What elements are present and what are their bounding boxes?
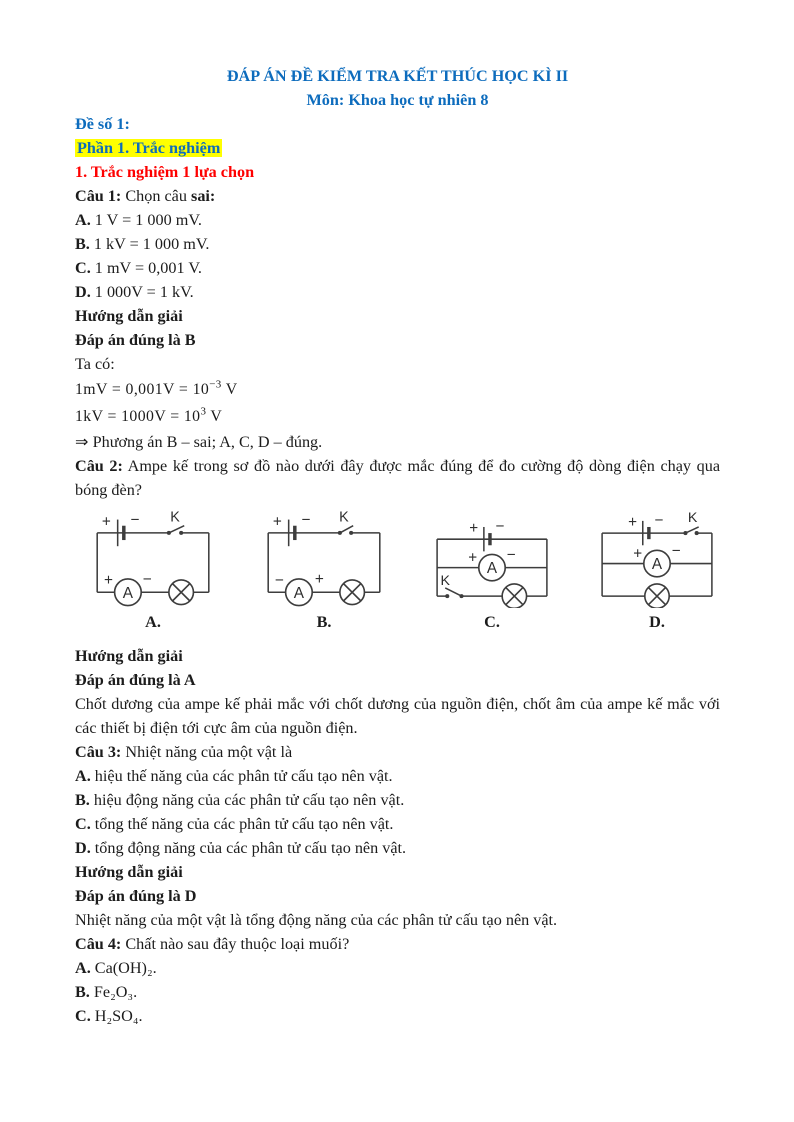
ammeter-icon	[644, 550, 670, 576]
option-text: Fe₂O₃.	[93, 983, 138, 1001]
ammeter-label: A	[122, 584, 134, 602]
option-text: Ca(OH)₂.	[94, 959, 157, 977]
q1-formula-1	[75, 376, 720, 403]
circuit-label-a: A.	[145, 613, 161, 631]
switch-label: K	[440, 572, 450, 589]
option-label: B.	[75, 983, 90, 1001]
option-label: D.	[75, 839, 91, 857]
option-text: 1 000V = 1 kV.	[94, 283, 194, 301]
ammeter-plus-sign: +	[314, 571, 324, 589]
q1-option-b	[75, 232, 720, 256]
lamp-icon	[645, 584, 669, 608]
ammeter-icon	[115, 579, 142, 606]
option-label: C.	[75, 1007, 91, 1025]
option-text: hiệu động năng của các phân tử cấu tạo nên vật.	[93, 791, 405, 809]
option-label: B.	[75, 235, 90, 253]
q1-prompt-bold: sai:	[191, 187, 216, 205]
battery-plus-sign: +	[628, 513, 638, 531]
battery-minus-sign: −	[130, 511, 140, 529]
option-label: C.	[75, 815, 91, 833]
battery-plus-sign: +	[101, 513, 111, 531]
q4-option-a	[75, 956, 720, 980]
ammeter-label: A	[486, 560, 498, 578]
q2-prompt	[75, 454, 720, 502]
formula-base: 1mV = 0,001V = 10	[75, 381, 210, 398]
battery-minus-sign: −	[301, 511, 311, 529]
battery-minus-sign: −	[654, 511, 664, 529]
q2-answer: Đáp án đúng là A	[75, 671, 196, 689]
q4-prompt-text: Chất nào sau đây thuộc loại muối?	[121, 935, 350, 953]
q1-solution-intro: Ta có:	[75, 355, 115, 373]
q4-option-c	[75, 1004, 720, 1028]
q3-option-a	[75, 764, 720, 788]
switch-icon	[338, 526, 353, 535]
q1-formula-2	[75, 403, 720, 430]
circuit-diagram-b	[260, 510, 388, 608]
switch-icon	[445, 588, 463, 598]
switch-label: K	[170, 510, 180, 526]
q1-option-c	[75, 256, 720, 280]
q3-explanation: Nhiệt năng của một vật là tổng động năng của các phân tử cấu tạo nên vật.	[75, 911, 558, 929]
circuit-label-d: D.	[649, 613, 665, 631]
wires	[97, 533, 209, 592]
circuit-diagrams	[89, 510, 718, 634]
ammeter-icon	[286, 579, 313, 606]
q1-option-d	[75, 280, 720, 304]
exam-set-heading: Đề số 1:	[75, 115, 130, 133]
q1-prompt	[75, 184, 720, 208]
circuit-option-a	[89, 510, 217, 634]
q3-label: Câu 3:	[75, 743, 122, 761]
wires	[268, 533, 380, 592]
switch-icon	[683, 527, 698, 535]
ammeter-label: A	[293, 584, 305, 602]
q1-answer: Đáp án đúng là B	[75, 331, 196, 349]
ammeter-minus-sign: −	[274, 572, 284, 590]
option-text: 1 mV = 0,001 V.	[94, 259, 202, 277]
circuit-option-b	[260, 510, 388, 634]
circuit-diagram-d	[596, 510, 718, 608]
formula-unit: V	[221, 381, 238, 398]
circuit-label-c: C.	[484, 613, 500, 631]
part-heading-line	[75, 136, 720, 160]
lamp-icon	[169, 580, 194, 605]
q3-answer: Đáp án đúng là D	[75, 887, 197, 905]
option-label: A.	[75, 767, 91, 785]
doc-title: ĐÁP ÁN ĐỀ KIỂM TRA KẾT THÚC HỌC KÌ II	[226, 67, 569, 85]
option-label: A.	[75, 959, 91, 977]
q1-conclusion: ⇒ Phương án B – sai; A, C, D – đúng.	[75, 433, 323, 451]
ammeter-plus-sign: +	[633, 545, 643, 563]
guide-heading: Hướng dẫn giải	[75, 863, 183, 881]
battery-minus-sign: −	[495, 518, 505, 536]
ammeter-plus-sign: +	[103, 572, 113, 590]
option-label: D.	[75, 283, 91, 301]
lamp-icon	[502, 584, 526, 608]
formula-exponent: −3	[209, 378, 222, 391]
q4-label: Câu 4:	[75, 935, 122, 953]
q2-prompt-text: Ampe kế trong sơ đồ nào dưới đây được mắc đúng để đo cường độ dòng điện chạy qua bóng đèn?	[75, 457, 721, 499]
guide-heading: Hướng dẫn giải	[75, 307, 183, 325]
q1-prompt-text: Chọn câu	[121, 187, 192, 205]
q3-option-c	[75, 812, 720, 836]
option-label: A.	[75, 211, 91, 229]
option-text: tổng thế năng của các phân tử cấu tạo nên vật.	[94, 815, 394, 833]
switch-label: K	[339, 510, 349, 526]
q2-label: Câu 2:	[75, 457, 123, 475]
ammeter-plus-sign: +	[468, 549, 478, 567]
circuit-diagram-a	[89, 510, 217, 608]
option-text: tổng động năng của các phân tử cấu tạo nên vật.	[94, 839, 407, 857]
ammeter-minus-sign: −	[671, 542, 681, 560]
formula-exponent: 3	[200, 405, 207, 418]
ammeter-icon	[479, 554, 505, 580]
circuit-option-c	[431, 510, 553, 634]
option-text: hiệu thế năng của các phân tử cấu tạo nên vật.	[94, 767, 393, 785]
switch-icon	[167, 526, 184, 535]
ammeter-minus-sign: −	[506, 546, 516, 564]
q2-explanation: Chốt dương của ampe kế phải mắc với chốt dương của nguồn điện, chốt âm của ampe kế mắc với các thiết bị điện tới cực âm của nguồn điện.	[75, 695, 720, 737]
q3-option-b	[75, 788, 720, 812]
option-text: H₂SO₄.	[94, 1007, 143, 1025]
ammeter-label: A	[651, 556, 663, 574]
battery-plus-sign: +	[469, 520, 479, 538]
q4-option-b	[75, 980, 720, 1004]
q1-option-a	[75, 208, 720, 232]
option-text: 1 kV = 1 000 mV.	[93, 235, 210, 253]
option-text: 1 V = 1 000 mV.	[94, 211, 202, 229]
guide-heading: Hướng dẫn giải	[75, 647, 183, 665]
q3-option-d	[75, 836, 720, 860]
part-heading: Phần 1. Trắc nghiệm	[77, 139, 221, 157]
ammeter-minus-sign: −	[142, 571, 152, 589]
circuit-diagram-c	[431, 510, 553, 608]
option-label: C.	[75, 259, 91, 277]
doc-subtitle: Môn: Khoa học tự nhiên 8	[306, 91, 489, 109]
circuit-option-d	[596, 510, 718, 634]
q3-prompt-text: Nhiệt năng của một vật là	[121, 743, 293, 761]
lamp-icon	[340, 580, 365, 605]
q3-prompt	[75, 740, 720, 764]
q1-label: Câu 1:	[75, 187, 122, 205]
q4-prompt	[75, 932, 720, 956]
formula-base: 1kV = 1000V = 10	[75, 408, 201, 425]
switch-label: K	[687, 510, 698, 526]
formula-unit: V	[206, 408, 223, 425]
battery-plus-sign: +	[272, 513, 282, 531]
section-heading: 1. Trắc nghiệm 1 lựa chọn	[75, 163, 255, 181]
circuit-label-b: B.	[316, 613, 332, 631]
option-label: B.	[75, 791, 90, 809]
